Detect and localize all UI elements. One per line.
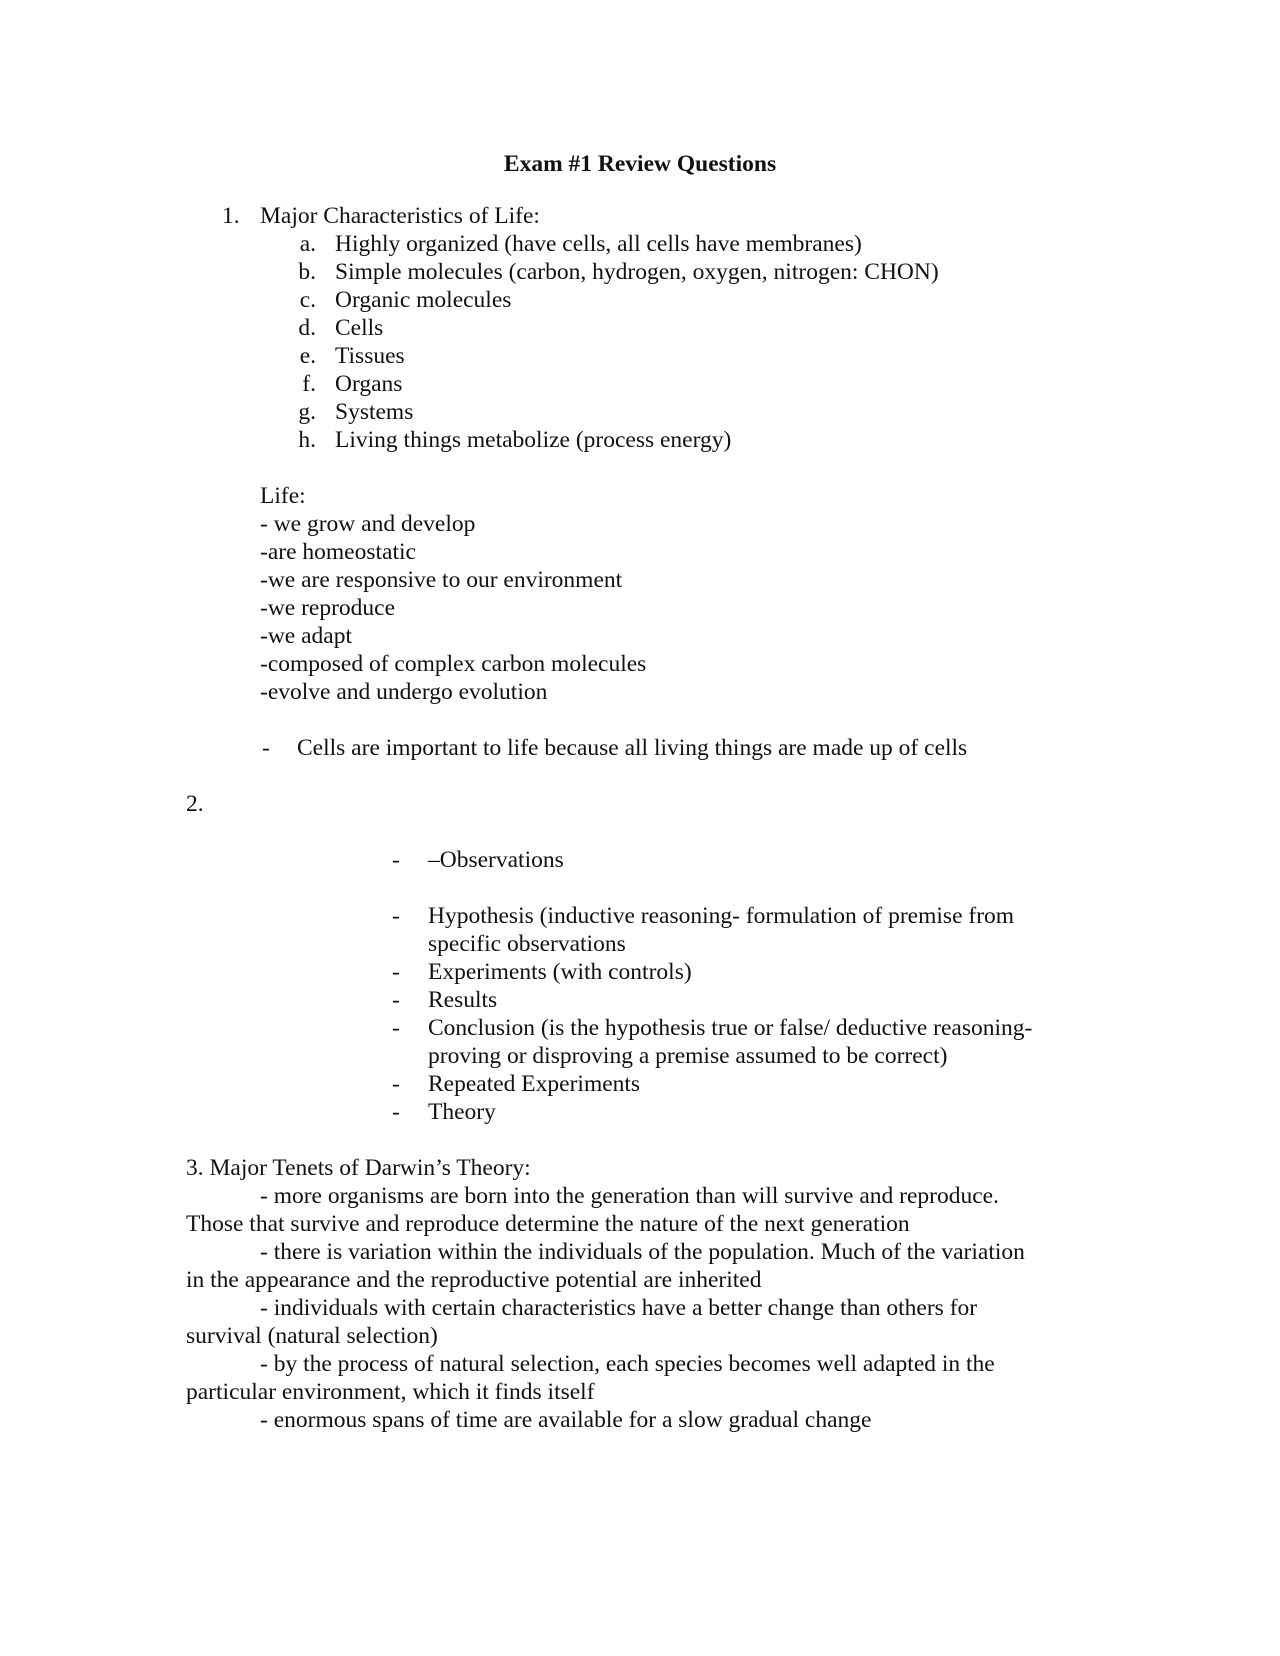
life-line: -we reproduce xyxy=(260,595,396,621)
list-item-marker: d. xyxy=(298,315,316,341)
scientific-method-marker: - xyxy=(392,1015,400,1041)
list-item-marker: e. xyxy=(299,343,316,369)
scientific-method-marker: - xyxy=(392,1099,400,1125)
life-line: -composed of complex carbon molecules xyxy=(260,651,647,677)
life-heading: Life: xyxy=(260,483,306,509)
scientific-method-marker: - xyxy=(392,1071,400,1097)
section-1-heading: Major Characteristics of Life: xyxy=(260,203,540,229)
scientific-method-step: Results xyxy=(428,987,498,1013)
section-1-number: 1. xyxy=(222,203,240,229)
section-2-number: 2. xyxy=(186,791,204,817)
darwin-tenet-continued: particular environment, which it finds itself xyxy=(186,1379,595,1405)
list-item-marker: b. xyxy=(298,259,316,285)
list-item: Tissues xyxy=(335,343,405,369)
scientific-method-step: –Observations xyxy=(428,847,564,873)
darwin-tenet: - by the process of natural selection, each species becomes well adapted in the xyxy=(260,1351,995,1377)
scientific-method-marker: - xyxy=(392,903,400,929)
life-line: -we are responsive to our environment xyxy=(260,567,623,593)
list-item: Organs xyxy=(335,371,403,397)
list-item: Simple molecules (carbon, hydrogen, oxygen, nitrogen: CHON) xyxy=(335,259,939,285)
life-line: -we adapt xyxy=(260,623,352,649)
life-line: - we grow and develop xyxy=(260,511,476,537)
scientific-method-step: Experiments (with controls) xyxy=(428,959,692,985)
darwin-tenet-continued: survival (natural selection) xyxy=(186,1323,438,1349)
darwin-tenet: - there is variation within the individuals of the population. Much of the variation xyxy=(260,1239,1025,1265)
list-item: Highly organized (have cells, all cells have membranes) xyxy=(335,231,862,257)
scientific-method-marker: - xyxy=(392,847,400,873)
list-item: Organic molecules xyxy=(335,287,512,313)
darwin-tenet: - individuals with certain characteristics have a better change than others for xyxy=(260,1295,978,1321)
scientific-method-step-continued: specific observations xyxy=(428,931,626,957)
darwin-tenet-continued: in the appearance and the reproductive potential are inherited xyxy=(186,1267,762,1293)
scientific-method-step-continued: proving or disproving a premise assumed to be correct) xyxy=(428,1043,948,1069)
scientific-method-step: Hypothesis (inductive reasoning- formulation of premise from xyxy=(428,903,1015,929)
darwin-tenet-continued: Those that survive and reproduce determine the nature of the next generation xyxy=(186,1211,910,1237)
list-item: Systems xyxy=(335,399,414,425)
cells-note: Cells are important to life because all living things are made up of cells xyxy=(297,735,968,761)
scientific-method-step: Conclusion (is the hypothesis true or false/ deductive reasoning- xyxy=(428,1015,1033,1041)
list-item: Living things metabolize (process energy) xyxy=(335,427,732,453)
darwin-tenet: - enormous spans of time are available for a slow gradual change xyxy=(260,1407,872,1433)
list-item: Cells xyxy=(335,315,384,341)
section-3-heading: 3. Major Tenets of Darwin’s Theory: xyxy=(186,1155,531,1181)
list-item-marker: h. xyxy=(298,427,316,453)
scientific-method-marker: - xyxy=(392,959,400,985)
cells-note-marker: - xyxy=(262,735,270,761)
scientific-method-step: Theory xyxy=(428,1099,496,1125)
document-title: Exam #1 Review Questions xyxy=(503,151,777,177)
list-item-marker: a. xyxy=(299,231,316,257)
scientific-method-marker: - xyxy=(392,987,400,1013)
list-item-marker: c. xyxy=(299,287,316,313)
life-line: -evolve and undergo evolution xyxy=(260,679,548,705)
scientific-method-step: Repeated Experiments xyxy=(428,1071,641,1097)
list-item-marker: g. xyxy=(298,399,316,425)
life-line: -are homeostatic xyxy=(260,539,416,565)
darwin-tenet: - more organisms are born into the generation than will survive and reproduce. xyxy=(260,1183,999,1209)
list-item-marker: f. xyxy=(302,371,316,397)
